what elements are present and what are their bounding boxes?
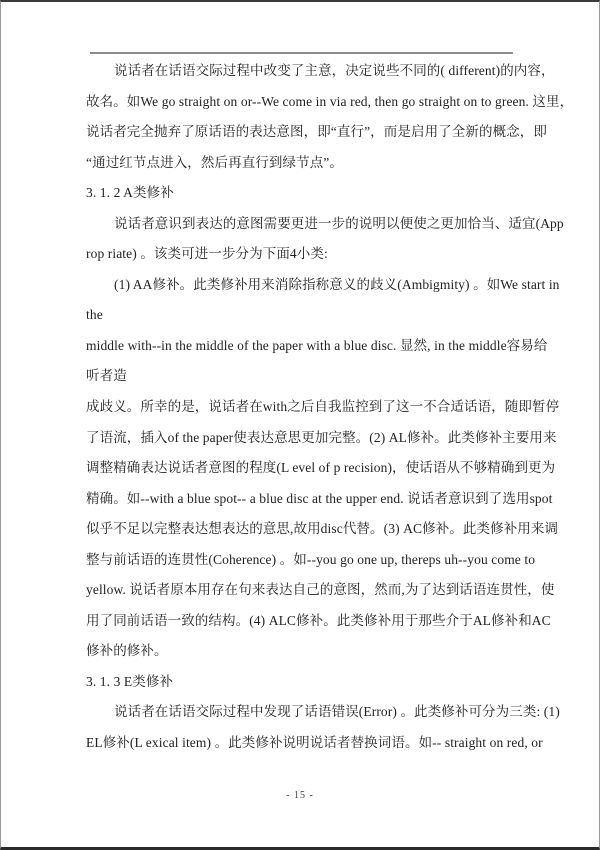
text-line: 修补的修补。 — [86, 643, 168, 659]
text-line: 了语流，插入of the paper使表达意思更加完整。(2) AL修补。此类修补主要用来 — [86, 429, 557, 445]
section-heading-3-1-3: 3. 1. 3 E类修补 — [86, 673, 174, 689]
text-line: middle with--in the middle of the paper with a blue disc. 显然, in the middle容易给 — [86, 337, 548, 353]
text-line: “通过红节点进入，然后再直行到绿节点”。 — [86, 154, 343, 170]
text-line: 似乎不足以完整表达想表达的意思,故用disc代替。(3) AC修补。此类修补用来调 — [86, 521, 559, 537]
page-number: - 15 - — [286, 790, 314, 801]
text-line: 说话者在话语交际过程中发现了话语错误(Error) 。此类修补可分为三类: (1) — [114, 704, 560, 720]
text-line: 说话者意识到表达的意图需要更进一步的说明以便使之更加恰当、适宜(App — [114, 215, 564, 231]
text-line: 调整精确表达说话者意图的程度(L evel of p recision)，使话语从不够精确到更为 — [86, 460, 556, 476]
section-heading-3-1-2: 3. 1. 2 A类修补 — [86, 185, 174, 201]
page-body — [86, 56, 574, 759]
text-line: yellow. 说话者原本用存在句来表达自己的意图，然而,为了达到话语连贯性，使 — [86, 582, 555, 598]
text-line: 说话者完全抛弃了原话语的表达意图，即“直行”，而是启用了全新的概念，即 — [86, 124, 547, 140]
text-line: 精确。如--with a blue spot-- a blue disc at the upper end. 说话者意识到了选用spot — [86, 490, 553, 506]
text-line: 成歧义。所幸的是，说话者在with之后自我监控到了这一不合适话语，随即暂停 — [86, 399, 560, 415]
text-line: 整与前话语的连贯性(Coherence) 。如--you go one up, thereps uh--you come to — [86, 551, 536, 567]
header-rule — [90, 52, 513, 54]
text-line: (1) AA修补。此类修补用来消除指称意义的歧义(Ambigmity) 。如We start in — [114, 276, 560, 292]
text-line: 说话者在话语交际过程中改变了主意，决定说些不同的( different)的内容， — [114, 63, 555, 78]
text-line: EL修补(L exical item) 。此类修补说明说话者替换词语。如-- straight on red, or — [86, 735, 543, 751]
text-line: rop riate) 。该类可进一步分为下面4小类: — [86, 246, 328, 262]
text-line: 故名。如We go straight on or--We come in via red, then go straight on to green. 这里， — [86, 93, 574, 109]
text-line: the — [86, 307, 103, 323]
text-line: 听者造 — [86, 368, 127, 384]
text-line: 用了同前话语一致的结构。(4) ALC修补。此类修补用于那些介于AL修补和AC — [86, 612, 551, 628]
